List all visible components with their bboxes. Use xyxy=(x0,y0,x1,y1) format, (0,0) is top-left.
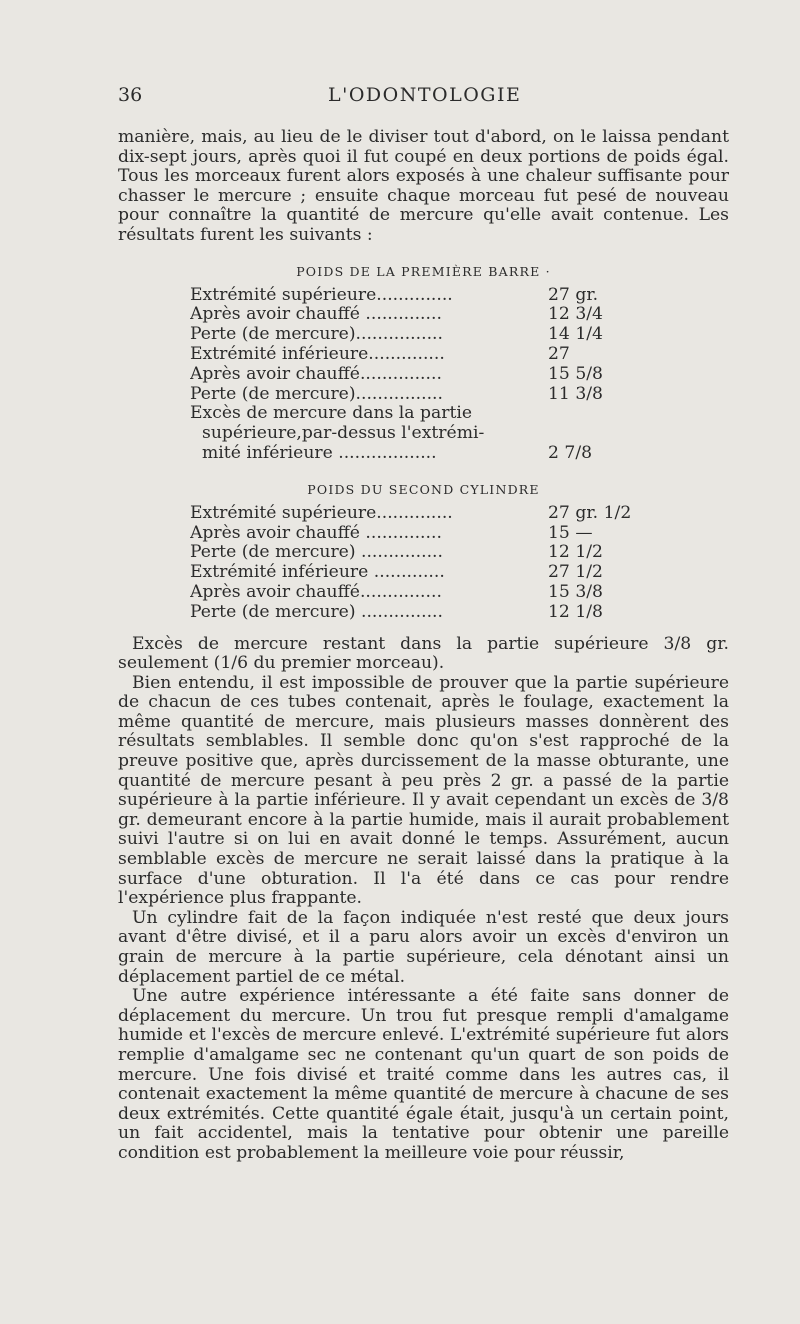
weights-table-second-cylinder xyxy=(118,504,729,623)
table-row xyxy=(118,404,729,424)
table-row xyxy=(118,345,729,365)
table-row xyxy=(118,305,729,325)
paragraph: Un cylindre fait de la façon indiquée n'est resté que deux jours avant d'être divisé, et il a paru alors avoir un excès d'environ un grain de mercure à la partie supérieure, cela dénotant ainsi un déplacement partiel de ce métal. xyxy=(118,907,729,987)
row-label: Perte (de mercure)................ xyxy=(190,384,443,404)
row-label: Extrémité inférieure ............. xyxy=(190,563,445,583)
table-row xyxy=(118,286,729,306)
table-row xyxy=(118,424,729,444)
row-value: 27 gr. 1/2 xyxy=(548,502,632,523)
page-header xyxy=(118,84,728,110)
running-title: L'ODONTOLOGIE xyxy=(328,84,522,106)
row-value: 15 — xyxy=(548,522,593,543)
paragraph: Excès de mercure restant dans la partie supérieure 3/8 gr. seulement (1/6 du premier morceau). xyxy=(118,633,729,674)
weights-table-first-bar xyxy=(118,286,729,464)
row-value: 11 3/8 xyxy=(548,383,603,404)
row-value: 27 xyxy=(548,343,570,364)
paragraph: Une autre expérience intéressante a été faite sans donner de déplacement du mercure. Un trou fut presque rempli d'amalgame humide et l'excès de mercure enlevé. L'extrémité supérieure fut alors remplie d'amalgame sec ne contenant qu'un quart de son poids de mercure. Une fois divisé et traité comme dans les autres cas, il contenait exactement la même quantité de mercure à chacune de ses deux extrémités. Cette quantité égale était, jusqu'à un certain point, un fait accidentel, mais la tentative pour obtenir une pareille condition est probablement la meilleure voie pour réussir, xyxy=(118,986,729,1163)
row-value: 12 1/2 xyxy=(548,542,603,563)
row-value: 14 1/4 xyxy=(548,324,603,345)
row-label: Perte (de mercure)................ xyxy=(190,325,443,345)
row-label: Après avoir chauffé .............. xyxy=(190,523,442,543)
row-label: Après avoir chauffé .............. xyxy=(190,305,442,325)
table-row xyxy=(118,325,729,345)
table-row xyxy=(118,524,729,544)
row-label: Excès de mercure dans la partie xyxy=(190,404,473,424)
row-label: Perte (de mercure) ............... xyxy=(190,602,443,622)
row-label: Extrémité supérieure.............. xyxy=(190,285,453,305)
table-row xyxy=(118,504,729,524)
table-row xyxy=(118,365,729,385)
table-row xyxy=(118,583,729,603)
row-label: Après avoir chauffé............... xyxy=(190,582,442,602)
row-value: 15 5/8 xyxy=(548,363,603,384)
row-label: mité inférieure .................. xyxy=(202,443,437,463)
table-title: POIDS DU SECOND CYLINDRE xyxy=(307,481,540,497)
table-row xyxy=(118,603,729,623)
table-row xyxy=(118,543,729,563)
row-value: 27 1/2 xyxy=(548,562,603,583)
table-row xyxy=(118,563,729,583)
row-value: 27 gr. xyxy=(548,284,599,305)
page-number: 36 xyxy=(118,84,143,106)
row-label: Perte (de mercure) ............... xyxy=(190,543,443,563)
table-title: POIDS DE LA PREMIÈRE BARRE · xyxy=(296,263,551,279)
table-row xyxy=(118,385,729,405)
row-label: Extrémité inférieure.............. xyxy=(190,344,445,364)
table-row xyxy=(118,444,729,464)
row-label: Extrémité supérieure.............. xyxy=(190,503,453,523)
row-value: 12 3/4 xyxy=(548,304,603,325)
row-value: 15 3/8 xyxy=(548,581,603,602)
row-label: supérieure,par-dessus l'extrémi- xyxy=(202,424,485,444)
page-body xyxy=(118,128,729,1164)
row-value: 2 7/8 xyxy=(548,442,593,463)
paragraph: manière, mais, au lieu de le diviser tout d'abord, on le laissa pendant dix-sept jours, après quoi il fut coupé en deux portions de poids égal. Tous les morceaux furent alors exposés à une chaleur suffisante pour chasser le mercure ; ensuite chaque morceau fut pesé de nouveau pour connaître la quantité de mercure qu'elle avait contenue. Les résultats furent les suivants : xyxy=(118,127,729,245)
row-label: Après avoir chauffé............... xyxy=(190,364,442,384)
paragraph: Bien entendu, il est impossible de prouver que la partie supérieure de chacun de ces tubes contenait, après le foulage, exactement la même quantité de mercure, mais plusieurs masses donnèrent des résultats semblables. Il semble donc qu'on s'est rapproché de la preuve positive que, après durcissement de la masse obturante, une quantité de mercure pesant à peu près 2 gr. a passé de la partie supérieure à la partie inférieure. Il y avait cependant un excès de 3/8 gr. demeurant encore à la partie humide, mais il aurait probablement suivi l'autre si on lui en avait donné le temps. Assurément, aucun semblable excès de mercure ne serait laissé dans la pratique à la surface d'une obturation. Il l'a été dans ce cas pour rendre l'expérience plus frappante. xyxy=(118,672,729,909)
row-value: 12 1/8 xyxy=(548,601,603,622)
